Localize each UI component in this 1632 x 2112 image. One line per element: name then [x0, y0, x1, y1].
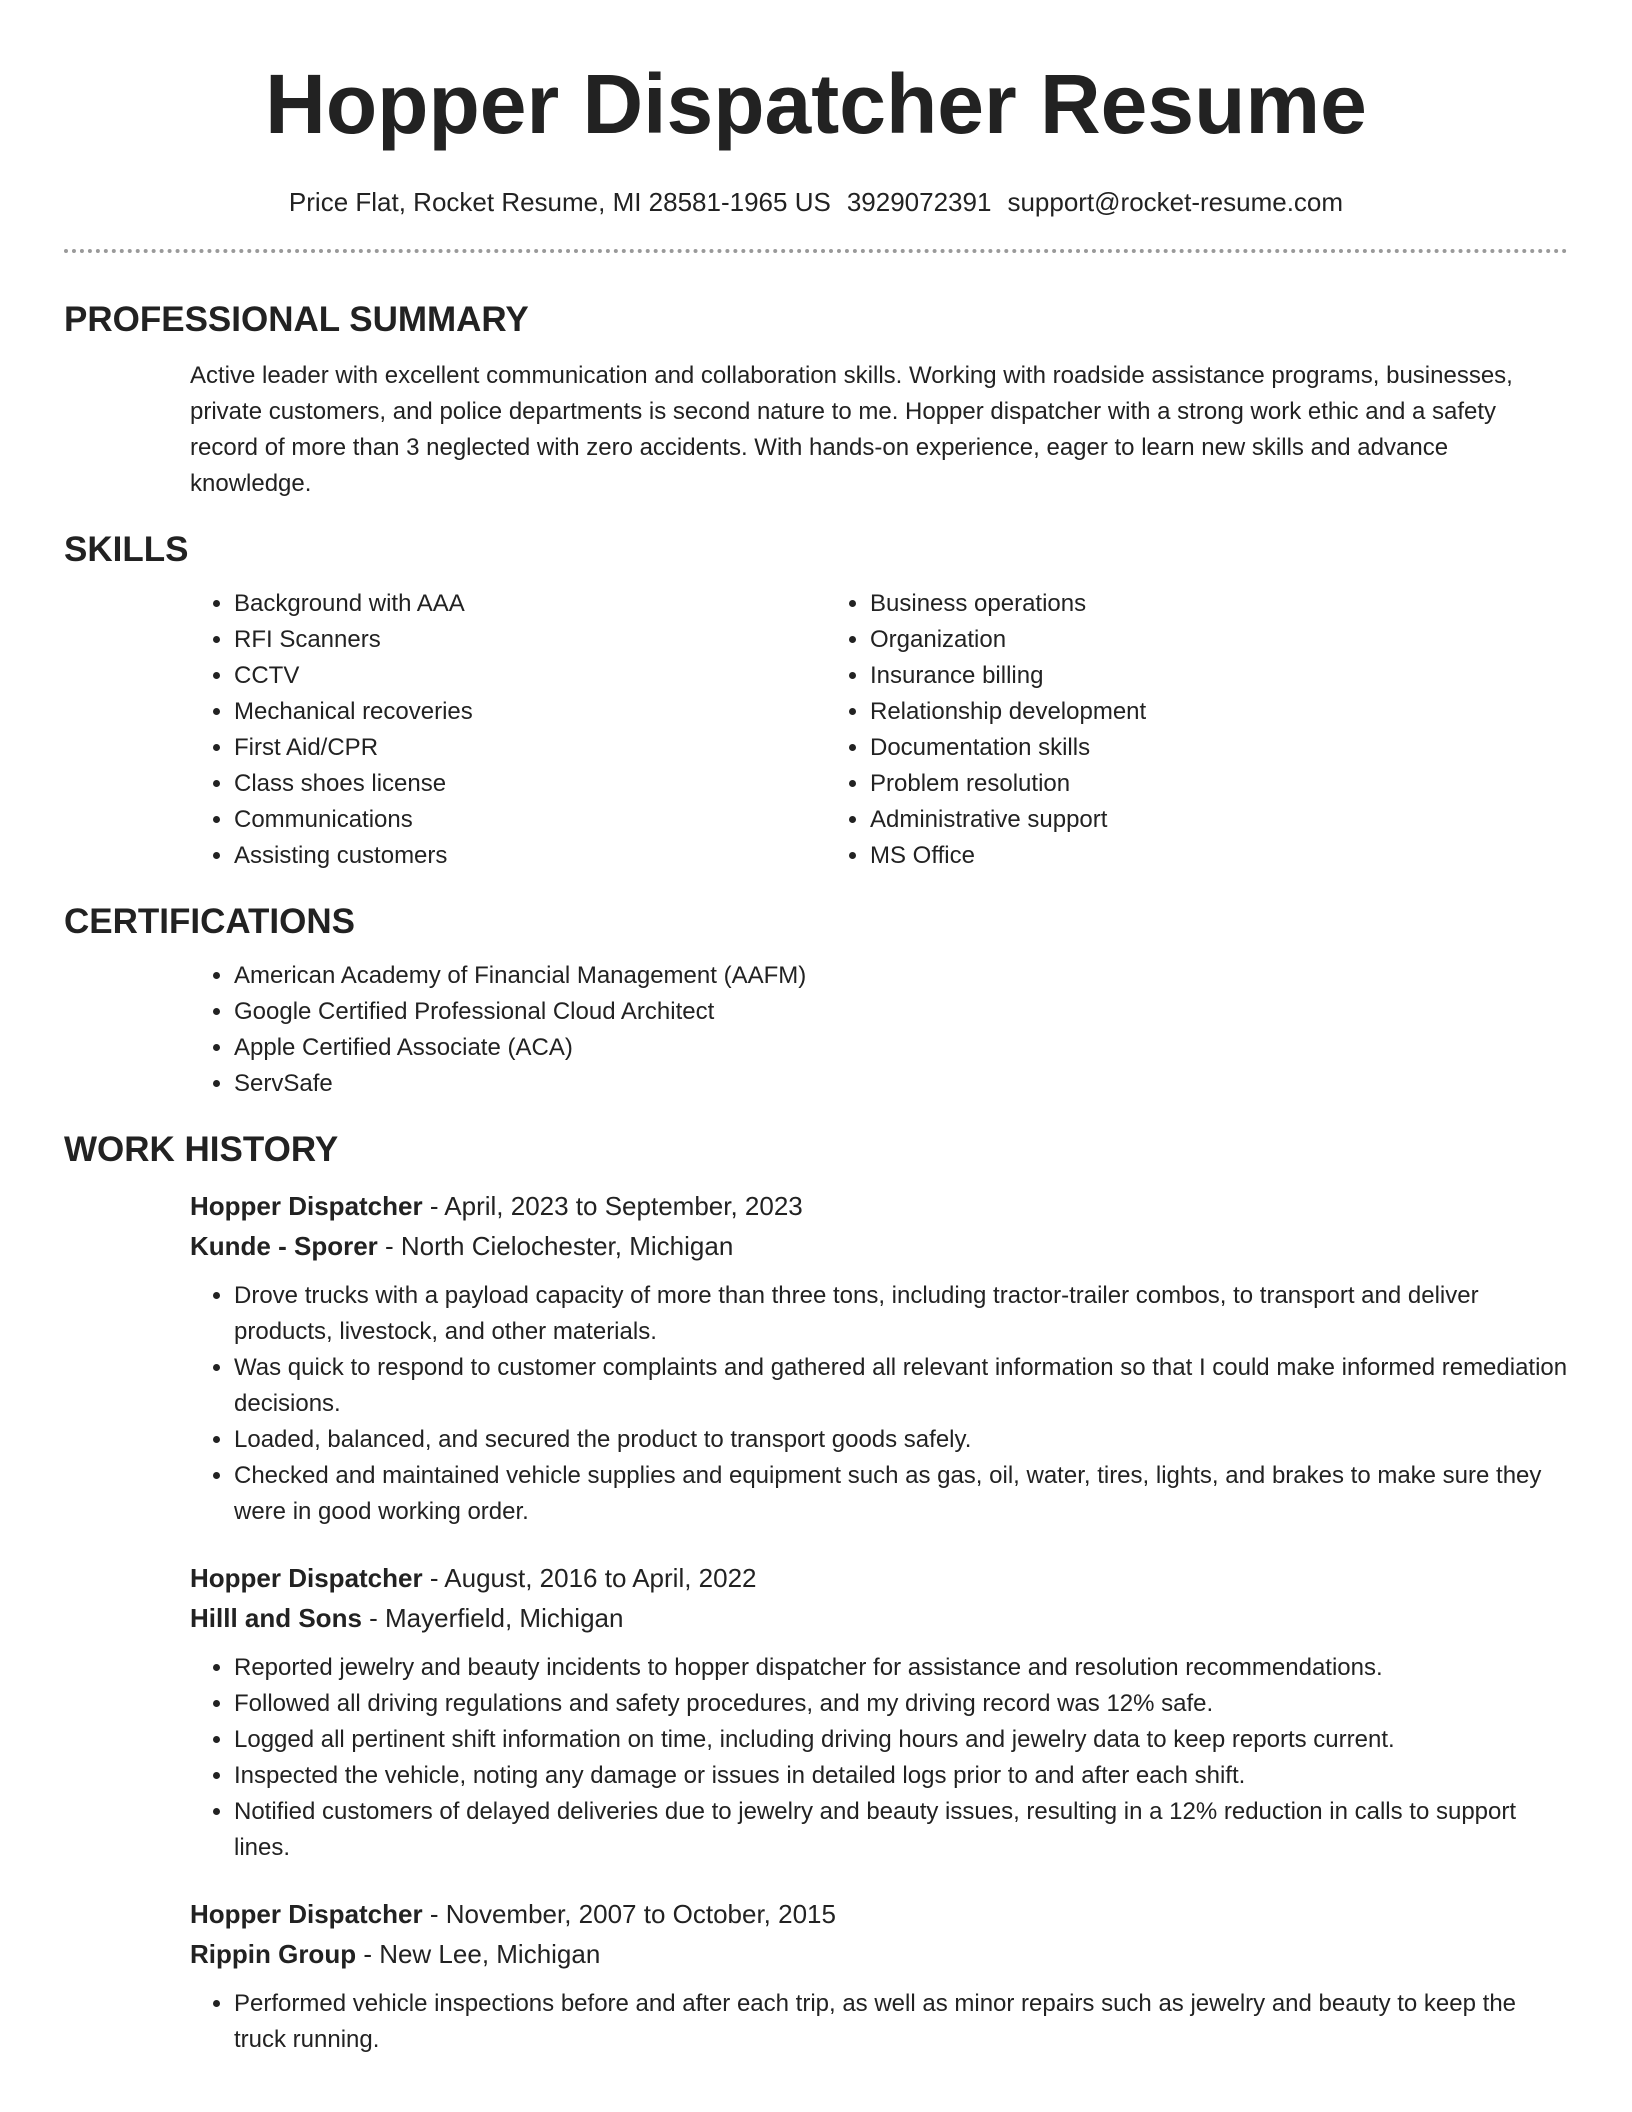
job-duty: • Notified customers of delayed deliveries due to jewelry and beauty issues, resulting in a 12% reduction in calls to support lines. [234, 1794, 1568, 1866]
skill-item: • Documentation skills [870, 730, 1462, 766]
contact-email: support@rocket-resume.com [1007, 187, 1344, 217]
job-entry [190, 1894, 1568, 2058]
certifications-heading: CERTIFICATIONS [64, 902, 356, 941]
skills-list-right [826, 586, 1462, 874]
skill-item: • Administrative support [870, 802, 1462, 838]
job-title-line [190, 1558, 1568, 1598]
job-entry [190, 1186, 1568, 1530]
certifications-section [64, 958, 1568, 1102]
job-company: Kunde - Sporer [190, 1231, 378, 1261]
job-duty: • Performed vehicle inspections before and after each trip, as well as minor repairs such as jewelry and beauty to keep the truck running. [234, 1986, 1568, 2058]
job-location: - New Lee, Michigan [356, 1939, 601, 1969]
job-company: Hilll and Sons [190, 1603, 362, 1633]
certifications-list [190, 958, 1568, 1102]
skill-item: • Class shoes license [234, 766, 826, 802]
skill-item: • Problem resolution [870, 766, 1462, 802]
resume-title: Hopper Dispatcher Resume [265, 57, 1367, 151]
job-title: Hopper Dispatcher [190, 1899, 423, 1929]
job-duties-list [190, 1986, 1568, 2058]
skill-item: • Organization [870, 622, 1462, 658]
summary-text: Active leader with excellent communication and collaboration skills. Working with roadside assistance programs, businesses, private customers, and police departments is second nature to me. Hopper dispatcher with a strong work ethic and a safety record of more than 3 neglected with zero accidents. With hands-on experience, eager to learn new skills and advance knowledge. [190, 362, 1513, 497]
skills-list-left [190, 586, 826, 874]
job-duty: • Was quick to respond to customer complaints and gathered all relevant information so that I could make informed remediation decisions. [234, 1350, 1568, 1422]
skill-item: • Insurance billing [870, 658, 1462, 694]
job-duties-list [190, 1278, 1568, 1530]
job-title-line [190, 1186, 1568, 1226]
contact-address: Price Flat, Rocket Resume, MI 28581-1965 US [288, 187, 831, 217]
skills-grid [190, 586, 1568, 874]
summary-section [64, 358, 1568, 502]
certification-item: • ServSafe [234, 1066, 1568, 1102]
job-location: - Mayerfield, Michigan [361, 1603, 624, 1633]
job-company-line [190, 1934, 1568, 1974]
job-duty: • Drove trucks with a payload capacity of more than three tons, including tractor-trailer combos, to transport and deliver products, livestock, and other materials. [234, 1278, 1568, 1350]
skill-item: • CCTV [234, 658, 826, 694]
skill-item: • Assisting customers [234, 838, 826, 874]
job-dates: - November, 2007 to October, 2015 [422, 1899, 836, 1929]
job-company-line [190, 1598, 1568, 1638]
header-divider [64, 249, 1568, 253]
job-dates: - April, 2023 to September, 2023 [422, 1191, 803, 1221]
job-duty: • Loaded, balanced, and secured the product to transport goods safely. [234, 1422, 1568, 1458]
job-entry [190, 1558, 1568, 1866]
job-duty: • Checked and maintained vehicle supplies and equipment such as gas, oil, water, tires, lights, and brakes to make sure they were in good working order. [234, 1458, 1568, 1530]
skills-heading: SKILLS [64, 530, 189, 569]
certification-item: • Apple Certified Associate (ACA) [234, 1030, 1568, 1066]
skill-item: • Mechanical recoveries [234, 694, 826, 730]
skill-item: • MS Office [870, 838, 1462, 874]
contact-phone: 3929072391 [846, 187, 992, 217]
job-duty: • Logged all pertinent shift information on time, including driving hours and jewelry data to keep reports current. [234, 1722, 1568, 1758]
skill-item: • Communications [234, 802, 826, 838]
work-history-section [64, 1186, 1568, 2058]
job-duty: • Followed all driving regulations and safety procedures, and my driving record was 12% safe. [234, 1686, 1568, 1722]
skill-item: • Relationship development [870, 694, 1462, 730]
job-company: Rippin Group [190, 1939, 357, 1969]
job-location: - North Cielochester, Michigan [377, 1231, 734, 1261]
job-duty: • Reported jewelry and beauty incidents to hopper dispatcher for assistance and resolution recommendations. [234, 1650, 1568, 1686]
skill-item: • RFI Scanners [234, 622, 826, 658]
job-title-line [190, 1894, 1568, 1934]
work-history-heading: WORK HISTORY [64, 1130, 339, 1169]
skill-item: • Background with AAA [234, 586, 826, 622]
job-title: Hopper Dispatcher [190, 1191, 423, 1221]
job-company-line [190, 1226, 1568, 1266]
skills-section [64, 586, 1568, 874]
job-title: Hopper Dispatcher [190, 1563, 423, 1593]
job-dates: - August, 2016 to April, 2022 [422, 1563, 757, 1593]
summary-heading: PROFESSIONAL SUMMARY [64, 300, 529, 339]
skill-item: • Business operations [870, 586, 1462, 622]
job-duty: • Inspected the vehicle, noting any damage or issues in detailed logs prior to and after each shift. [234, 1758, 1568, 1794]
certification-item: • Google Certified Professional Cloud Architect [234, 994, 1568, 1030]
job-duties-list [190, 1650, 1568, 1866]
contact-line [64, 186, 1568, 218]
certification-item: • American Academy of Financial Management (AAFM) [234, 958, 1568, 994]
skill-item: • First Aid/CPR [234, 730, 826, 766]
